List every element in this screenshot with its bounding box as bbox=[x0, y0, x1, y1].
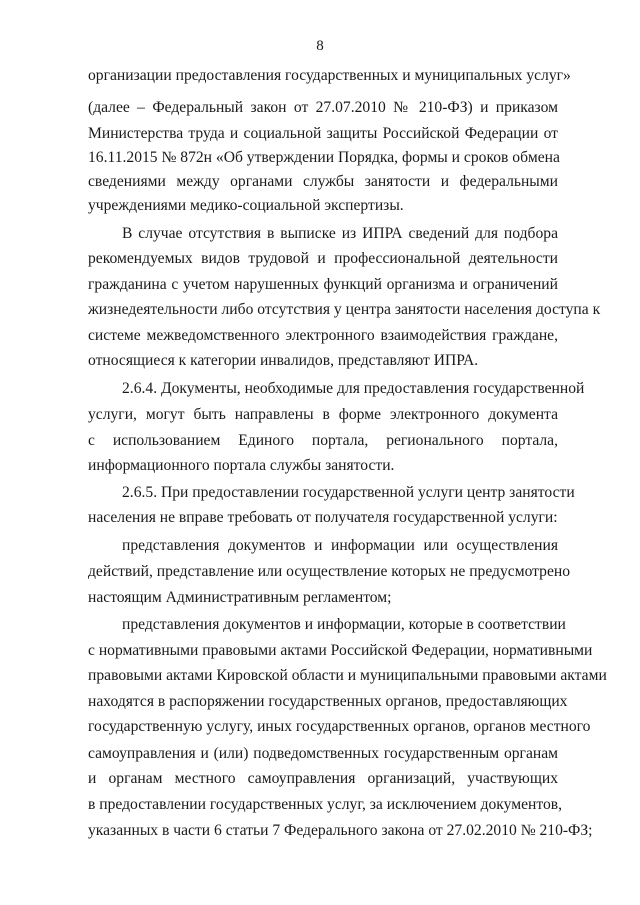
text-line: указанных в части 6 статьи 7 Федерального закона от 27.02.2010 № 210-ФЗ; bbox=[88, 822, 593, 839]
text-line: правовыми актами Кировской области и муниципальными правовыми актами bbox=[88, 667, 607, 684]
text-line: населения не вправе требовать от получателя государственной услуги: bbox=[88, 509, 558, 526]
text-line: Министерства труда и социальной защиты Российской Федерации от bbox=[88, 125, 558, 142]
text-line: В случае отсутствия в выписке из ИПРА сведений для подбора bbox=[122, 225, 558, 242]
text-line: учреждениями медико-социальной экспертизы. bbox=[88, 197, 404, 214]
text-line: и органам местного самоуправления организаций, участвующих bbox=[88, 770, 558, 787]
text-line: самоуправления и (или) подведомственных государственным органам bbox=[88, 745, 558, 762]
text-line: системе межведомственного электронного взаимодействия граждане, bbox=[88, 327, 558, 344]
text-line: государственную услугу, иных государственных органов, органов местного bbox=[88, 718, 591, 735]
text-line: с нормативными правовыми актами Российской Федерации, нормативными bbox=[88, 642, 593, 659]
page-number: 8 bbox=[316, 38, 324, 54]
text-line: представления документов и информации или осуществления bbox=[122, 537, 558, 554]
text-line: гражданина с учетом нарушенных функций организма и ограничений bbox=[88, 276, 558, 293]
text-line: рекомендуемых видов трудовой и профессиональной деятельности bbox=[88, 250, 558, 267]
text-line: представления документов и информации, которые в соответствии bbox=[122, 616, 566, 633]
text-line: 16.11.2015 № 872н «Об утверждении Порядка, формы и сроков обмена bbox=[88, 149, 560, 166]
text-line: находятся в распоряжении государственных органов, предоставляющих bbox=[88, 693, 568, 710]
text-line: в предоставлении государственных услуг, за исключением документов, bbox=[88, 796, 563, 813]
text-line: сведениями между органами службы занятости и федеральными bbox=[88, 173, 558, 190]
text-line: услуги, могут быть направлены в форме электронного документа bbox=[88, 406, 558, 423]
text-line: информационного портала службы занятости. bbox=[88, 457, 395, 474]
text-line: 2.6.4. Документы, необходимые для предоставления государственной bbox=[122, 380, 585, 397]
text-line: настоящим Административным регламентом; bbox=[88, 589, 392, 606]
text-line: (далее – Федеральный закон от 27.07.2010 № 210-ФЗ) и приказом bbox=[88, 99, 558, 116]
text-line: организации предоставления государственных и муниципальных услуг» bbox=[88, 67, 571, 84]
text-line: действий, представление или осуществление которых не предусмотрено bbox=[88, 563, 571, 580]
text-line: относящиеся к категории инвалидов, представляют ИПРА. bbox=[88, 352, 479, 369]
text-line: жизнедеятельности либо отсутствия у центра занятости населения доступа к bbox=[88, 301, 601, 318]
text-line: 2.6.5. При предоставлении государственной услуги центр занятости bbox=[122, 484, 575, 501]
text-line: с использованием Единого портала, регионального портала, bbox=[88, 432, 558, 449]
